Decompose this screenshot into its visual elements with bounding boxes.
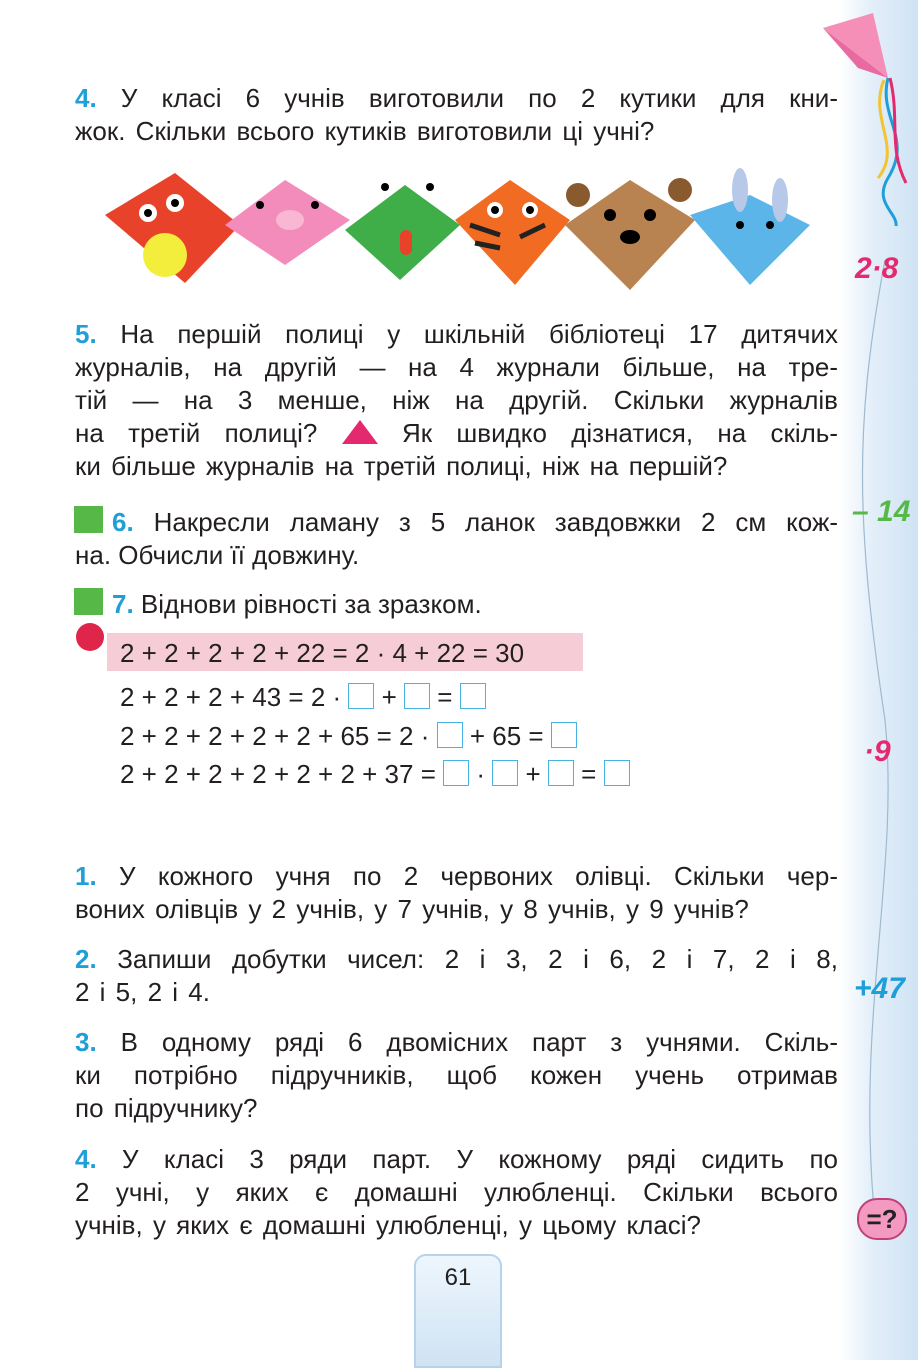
margin-thread (845, 220, 905, 1220)
page-number: 61 (414, 1254, 502, 1368)
answer-box[interactable] (551, 722, 577, 748)
example-equation: 2 + 2 + 2 + 2 + 22 = 2 · 4 + 22 = 30 (120, 638, 525, 668)
task-number: 7. (112, 589, 134, 619)
task-number: 6. (112, 507, 134, 537)
task-4-top: 4. У класі 6 учнів виготовили по 2 кутики для кни- жок. Скільки всього кутиків виготовили ці учні? (75, 83, 838, 146)
task-7: 7. Віднови рівності за зразком. (112, 589, 482, 619)
answer-box[interactable] (437, 722, 463, 748)
answer-box[interactable] (548, 760, 574, 786)
task-number: 1. (75, 861, 97, 891)
pig-bookmark-icon (225, 180, 350, 265)
bunny-bookmark-icon (690, 168, 810, 285)
example-dot-icon (76, 623, 104, 651)
task-number: 4. (75, 83, 97, 113)
answer-box[interactable] (460, 683, 486, 709)
task-number: 4. (75, 1144, 97, 1174)
answer-box[interactable] (492, 760, 518, 786)
task-5: 5. На першій полиці у шкільній бібліотеці 17 дитячих журналів, на другій — на 4 журнали більше, на тре- тій — на 3 менше, ніж на другій. Скільки журналів на третій полиці? Як швидко дізнатися, на скіль- ки більше журналів на третій полиці, ніж на першій? (75, 319, 838, 481)
homework-task-1: 1. У кожного учня по 2 червоних олівці. Скільки чер- воних олівців у 2 учнів, у 7 учнів, у 8 учнів, у 9 учнів? (75, 861, 838, 924)
homework-task-2: 2. Запиши добутки чисел: 2 і 3, 2 і 6, 2 і 7, 2 і 8, 2 і 5, 2 і 4. (75, 944, 838, 1007)
task-number: 5. (75, 319, 97, 349)
task-6: 6. Накресли ламану з 5 ланок завдовжки 2 см кож- на. Обчисли її довжину. (75, 507, 838, 570)
answer-box[interactable] (404, 683, 430, 709)
side-label-minus: – 14 (852, 495, 911, 528)
triangle-icon (342, 420, 378, 444)
side-label-dot: ·9 (864, 735, 891, 768)
homework-task-4: 4. У класі 3 ряди парт. У кожному ряді сидить по 2 учні, у яких є домашні улюбленці. Скільки всього учнів, у яких є домашні улюбленці, у цьому класі? (75, 1144, 838, 1240)
task-number: 3. (75, 1027, 97, 1057)
task-number: 2. (75, 944, 97, 974)
green-square-icon (74, 588, 103, 615)
equation-1: 2 + 2 + 2 + 43 = 2 · + = (120, 680, 486, 714)
bookmarks-illustration (100, 165, 820, 295)
question-badge: =? (857, 1198, 907, 1240)
answer-box[interactable] (443, 760, 469, 786)
homework-task-3: 3. В одному ряді 6 двомісних парт з учнями. Скіль- ки потрібно підручників, щоб кожен учень отримав по підручнику? (75, 1027, 838, 1123)
side-label-plus: +47 (854, 972, 905, 1005)
side-label-times: 2·8 (855, 252, 899, 285)
frog-bookmark-icon (345, 178, 460, 280)
bear-bookmark-icon (565, 178, 695, 290)
answer-box[interactable] (348, 683, 374, 709)
tiger-bookmark-icon (455, 180, 570, 285)
monster-bookmark-icon (105, 173, 240, 283)
equation-2: 2 + 2 + 2 + 2 + 2 + 65 = 2 · + 65 = (120, 719, 577, 753)
equation-3: 2 + 2 + 2 + 2 + 2 + 2 + 37 = · + = (120, 757, 630, 791)
answer-box[interactable] (604, 760, 630, 786)
